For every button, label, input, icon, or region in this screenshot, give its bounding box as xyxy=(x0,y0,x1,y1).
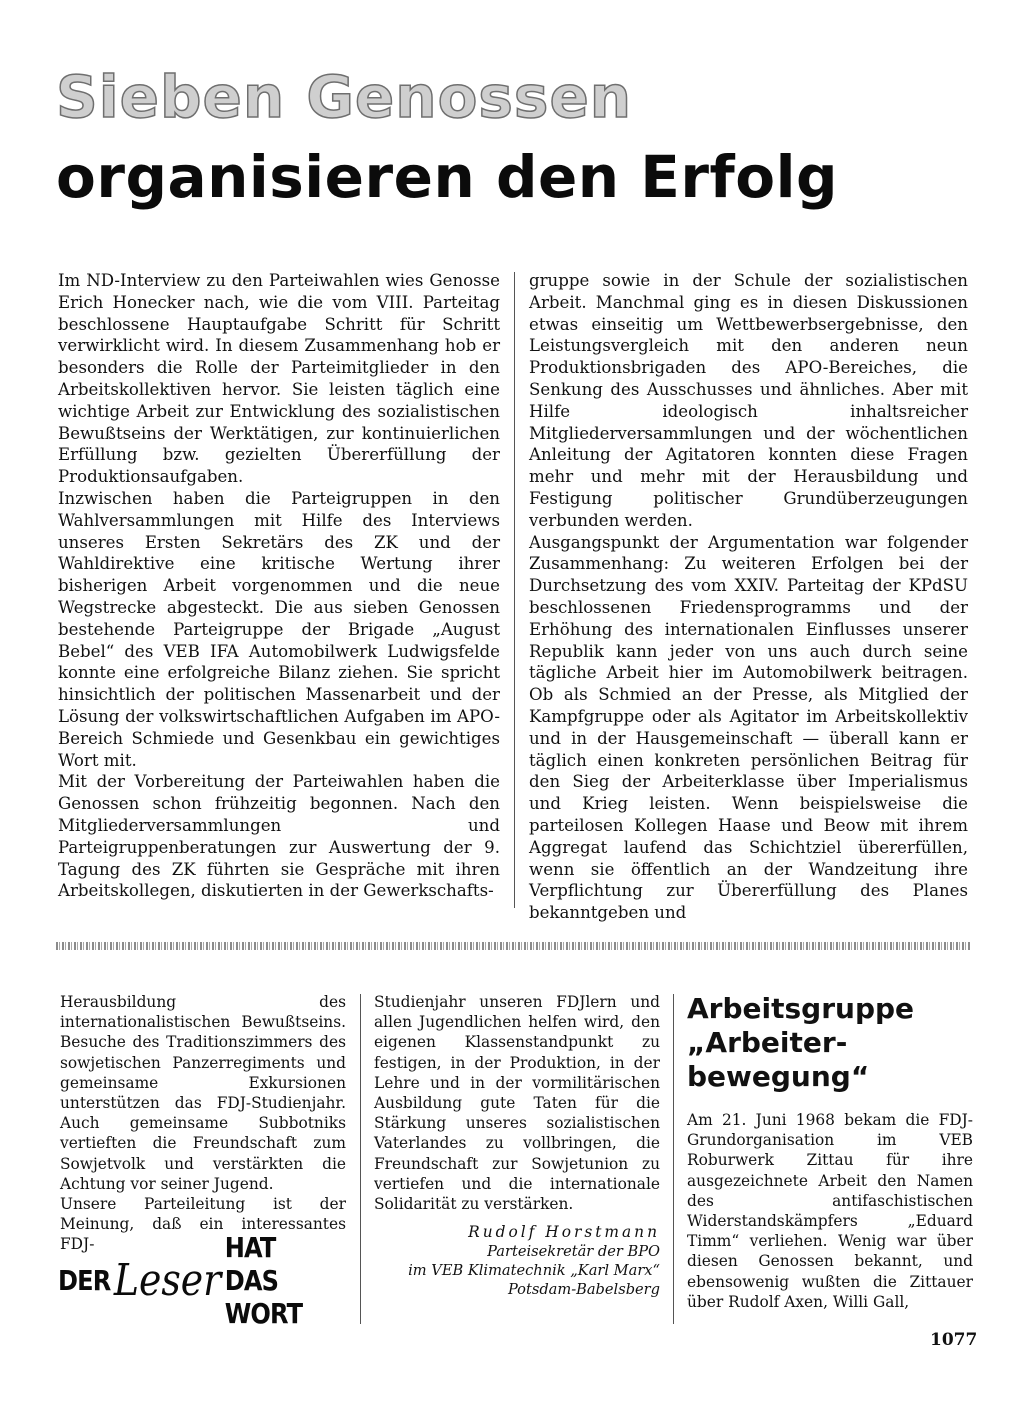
reader-column-logo xyxy=(58,1230,307,1330)
column-divider xyxy=(673,994,674,1324)
article-column-1 xyxy=(58,270,500,902)
logo-part: DER xyxy=(58,1263,111,1297)
article-paragraph: gruppe sowie in der Schule der sozialistischen Arbeit. Manchmal ging es in diesen Diskussionen etwas einseitig um Wettbewerbsergebnisse, den Leistungsvergleich mit den anderen neun Produktionsbrigaden des APO-Bereiches, die Senkung des Ausschusses und ähnliches. Aber mit Hilfe ideologisch inhaltsreicher Mitgliederversammlungen und der wöchentlichen Anleitung der Agitatoren konnten diese Fragen mehr und mehr mit der Herausbildung und Festigung politischer Grundüberzeugungen verbunden werden. xyxy=(529,271,968,530)
box-headline-line: bewegung“ xyxy=(687,1060,870,1093)
logo-script: Leser xyxy=(113,1254,222,1306)
section-divider xyxy=(56,942,970,950)
article-paragraph: Inzwischen haben die Parteigruppen in den Wahlversammlungen mit Hilfe des Interviews unseres Ersten Sekretärs des ZK und der Wahldirektive eine kritische Wertung ihrer bisherigen Arbeit vorgenommen und die neue Wegstrecke abgesteckt. Die aus sieben Genossen bestehende Parteigruppe der Brigade „August Bebel“ des VEB IFA Automobilwerk Ludwigsfelde konnte eine erfolgreiche Bilanz ziehen. Sie spricht hinsichtlich der politischen Massenarbeit und der Lösung der volkswirtschaftlichen Aufgaben im APO-Bereich Schmiede und Gesenkbau ein gewichtiges Wort mit. xyxy=(58,488,500,770)
signature-org: im VEB Klimatechnik „Karl Marx“ xyxy=(408,1262,660,1280)
letter-paragraph: Unsere Parteileitung ist der Meinung, daß ein interessantes FDJ- xyxy=(60,1195,346,1254)
article-paragraph: Ausgangspunkt der Argumentation war folgender Zusammenhang: Zu weiteren Erfolgen bei der Durchsetzung des vom XXIV. Parteitag der KPdSU beschlossenen Friedensprogramms und der Erhöhung des internationalen Einflusses unserer Republik kann jeder von uns auch durch seine tägliche Arbeit hier im Automobilwerk beitragen. Ob als Schmied an der Presse, als Mitglied der Kampfgruppe oder als Agitator im Arbeitskollektiv und in der Hausgemeinschaft — überall kann er täglich einen konkreten persönlichen Beitrag für den Sieg der Arbeiterklasse über Imperialismus und Krieg leisten. Wenn beispielsweise die parteilosen Kollegen Haase und Beow mit ihrem Aggregat laufend das Schichtziel übererfüllen, wenn sie öffentlich an der Wandzeitung ihre Verpflichtung zur Übererfüllung des Planes bekanntgeben und xyxy=(529,532,968,923)
headline-main: organisieren den Erfolg xyxy=(56,143,838,211)
letter-paragraph: Herausbildung des internationalistischen Bewußtseins. Besuche des Traditionszimmers des sowjetischen Panzerregiments und gemeinsame Exkursionen unterstützen das FDJ-Studienjahr. Auch gemeinsame Subbotniks vertieften die Freundschaft zum Sowjetvolk und verstärkten die Achtung vor seiner Jugend. xyxy=(60,993,346,1193)
signature-role: Parteisekretär der BPO xyxy=(487,1243,660,1261)
letter-column-1 xyxy=(60,992,346,1255)
article-paragraph: Im ND-Interview zu den Parteiwahlen wies Genosse Erich Honecker nach, wie die vom VIII. Parteitag beschlossene Hauptaufgabe Schritt für Schritt verwirklicht wird. In diesem Zusammenhang hob er besonders die Rolle der Parteimitglieder in den Arbeitskollektiven hervor. Sie leisten täglich eine wichtige Arbeit zur Entwicklung des sozialistischen Bewußtseins der Werktätigen, zur kontinuierlichen Erfüllung bzw. gezielten Übererfüllung der Produktionsaufgaben. xyxy=(58,271,500,487)
letter-paragraph: Studienjahr unseren FDJlern und allen Jugendlichen helfen wird, den eigenen Klassenstandpunkt zu festigen, in der Produktion, in der Lehre und in der vormilitärischen Ausbildung gute Taten für die Stärkung unseres sozialistischen Vaterlandes zu vollbringen, die Freundschaft zur Sowjetunion zu vertiefen und die internationale Solidarität zu verstärken. xyxy=(374,993,660,1214)
signature-place: Potsdam-Babelsberg xyxy=(507,1281,660,1299)
sidebar-box xyxy=(687,992,973,1312)
logo-part: HAT DAS WORT xyxy=(224,1230,303,1330)
column-divider xyxy=(514,272,515,908)
article-paragraph: Mit der Vorbereitung der Parteiwahlen haben die Genossen schon frühzeitig begonnen. Nach den Mitgliederversammlungen und Parteigruppenberatungen zur Auswertung der 9. Tagung des ZK führten sie Gespräche mit ihren Arbeitskollegen, diskutierten in der Gewerkschafts- xyxy=(58,772,500,901)
box-headline xyxy=(687,992,973,1094)
box-paragraph: Am 21. Juni 1968 bekam die FDJ-Grundorganisation im VEB Roburwerk Zittau für ihre ausgezeichnete Arbeit den Namen des antifaschistischen Widerstandskämpfers „Eduard Timm“ verliehen. Wenig war über diesen Genossen bekannt, und ebensowenig wußten die Zittauer über Rudolf Axen, Willi Gall, xyxy=(687,1111,973,1311)
letter-column-2 xyxy=(374,992,660,1299)
headline-top: Sieben Genossen xyxy=(56,63,633,131)
signature-name: Rudolf Horstmann xyxy=(468,1223,660,1242)
column-divider xyxy=(360,994,361,1324)
box-headline-line: „Arbeiter- xyxy=(687,1026,848,1059)
article-column-2 xyxy=(529,270,968,924)
box-headline-line: Arbeitsgruppe xyxy=(687,992,915,1025)
page-number: 1077 xyxy=(930,1330,978,1350)
